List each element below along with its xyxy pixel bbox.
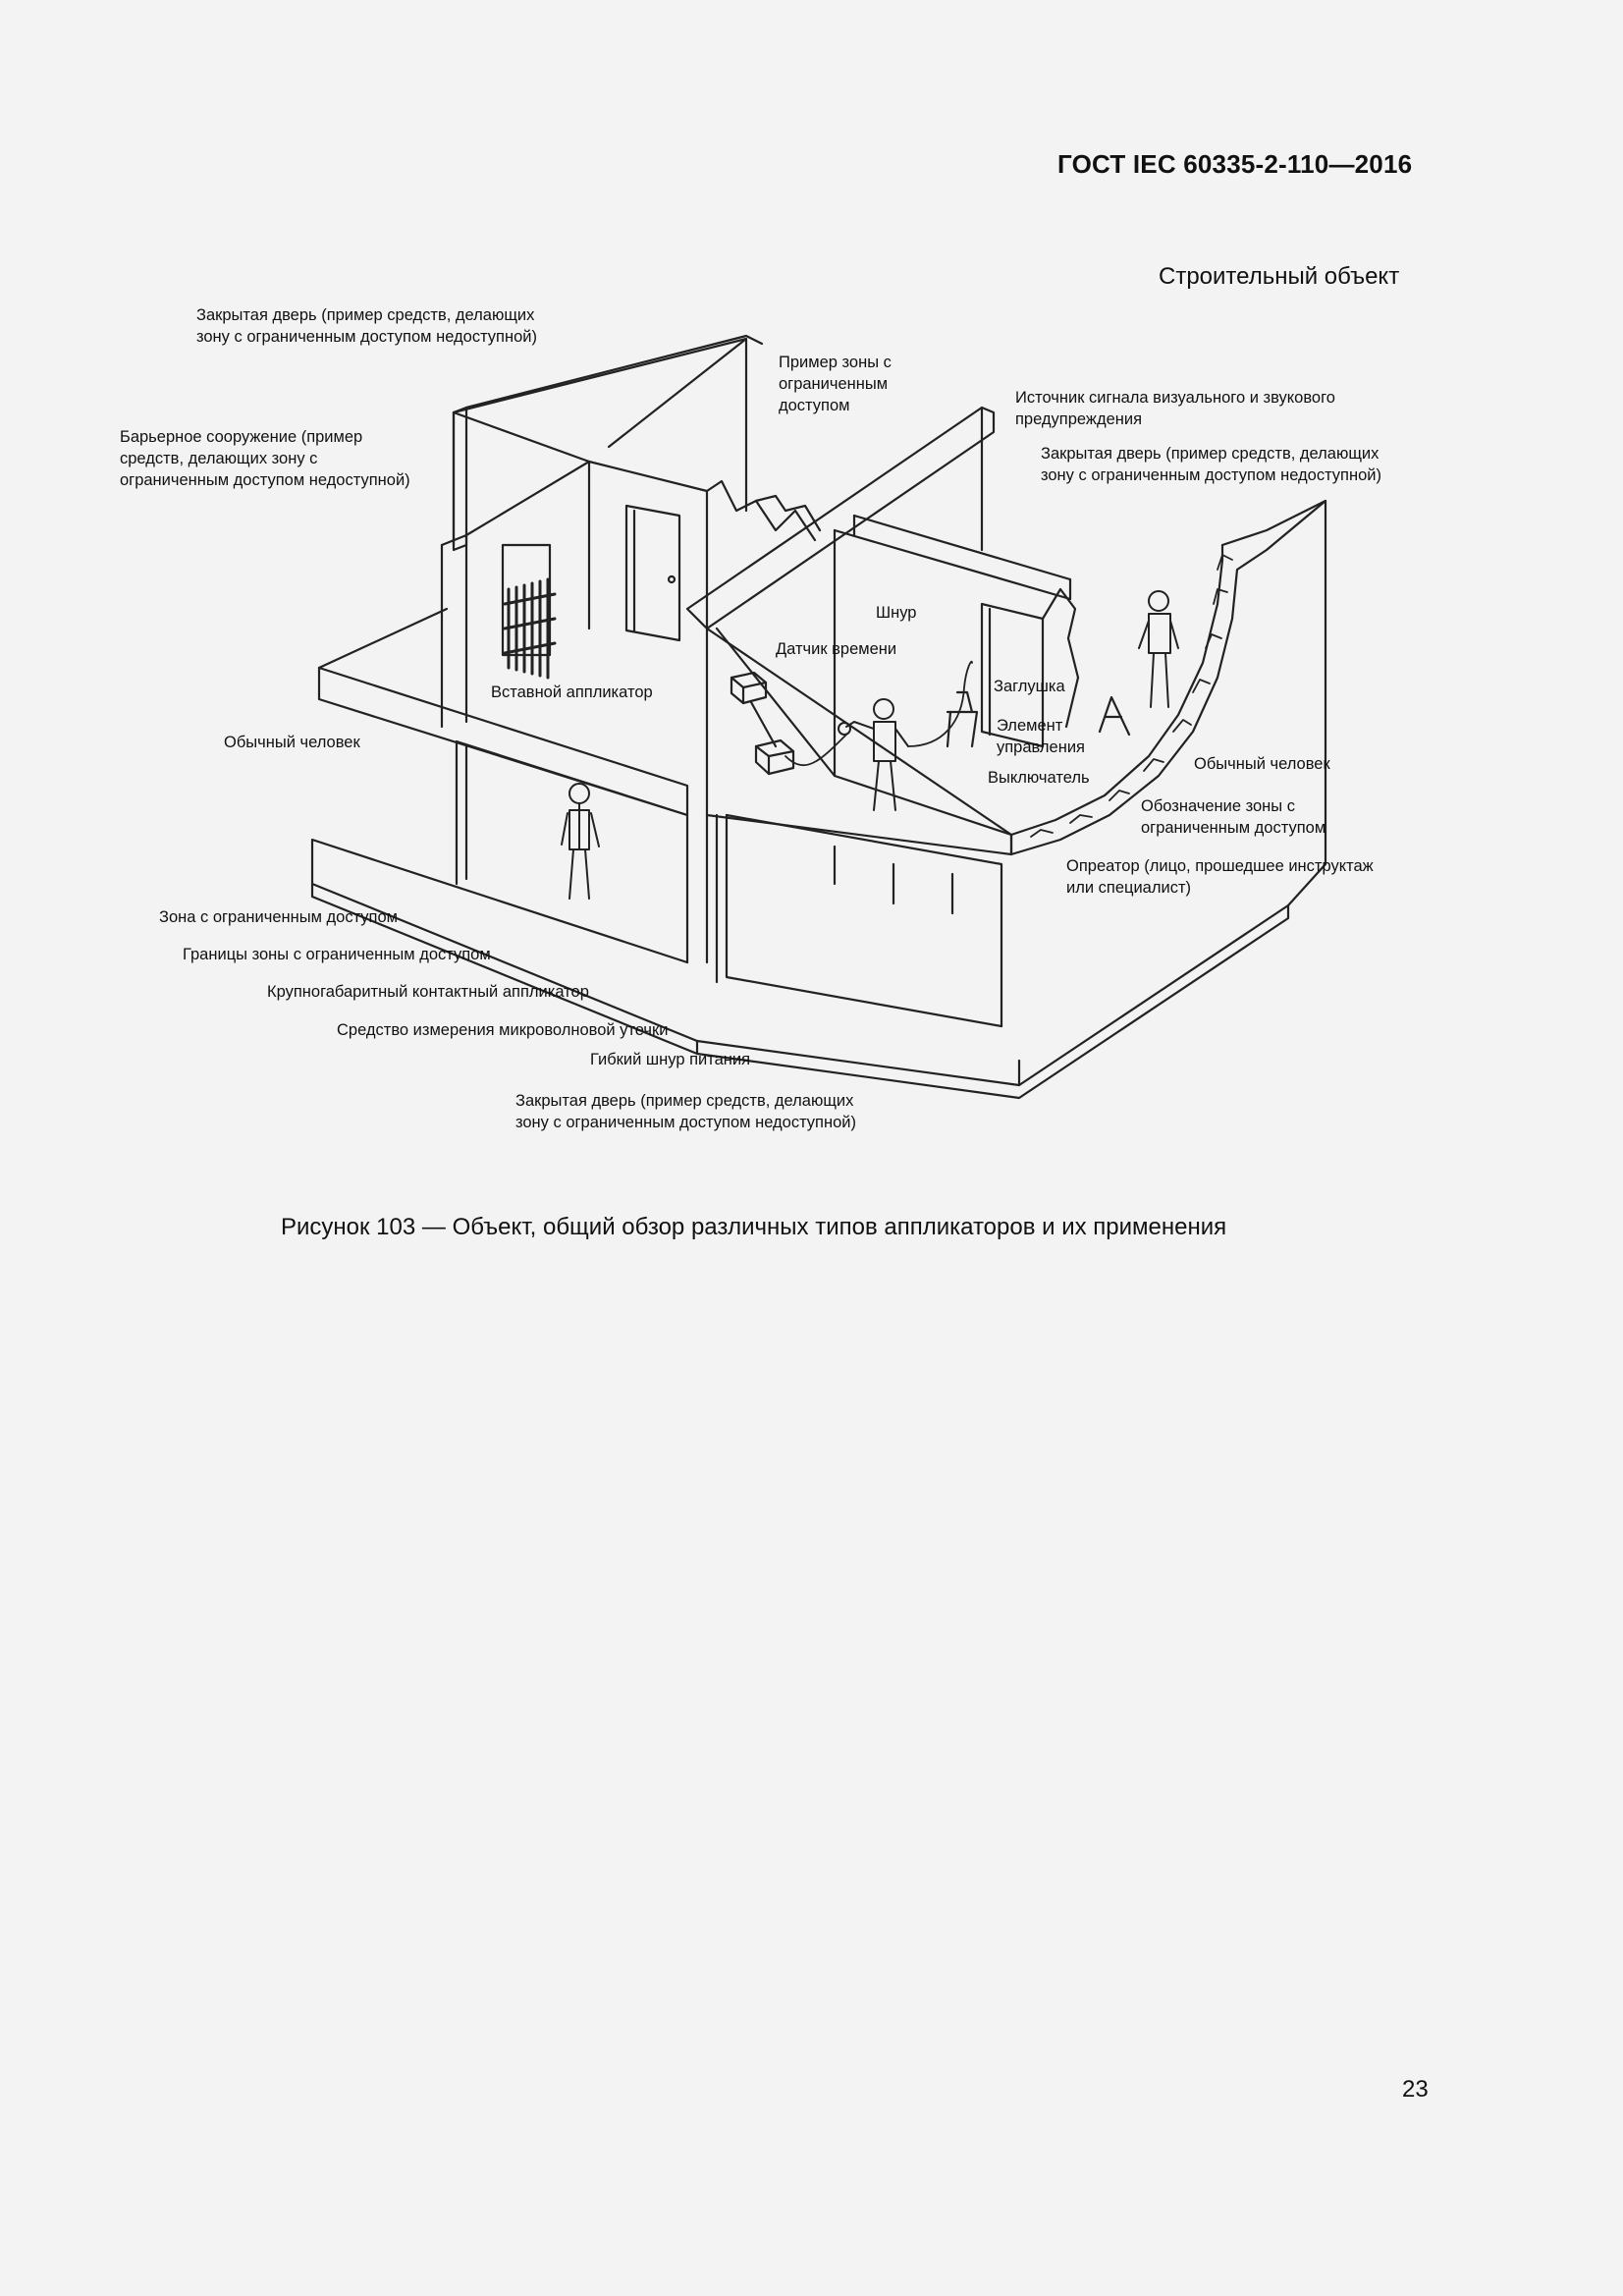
label-zone-example: Пример зоны с ограниченным доступом [779, 354, 892, 414]
label-insert-applicator: Вставной аппликатор [491, 683, 653, 701]
label-operator: Опреатор (лицо, прошедшее инструктаж или специалист) [1066, 857, 1374, 897]
figure-caption: Рисунок 103 — Объект, общий обзор различных типов аппликаторов и их применения [281, 1214, 1227, 1240]
label-zone-borders: Границы зоны с ограниченным доступом [183, 946, 491, 963]
label-timer-sensor: Датчик времени [776, 640, 897, 658]
figure-title: Строительный объект [1159, 263, 1400, 290]
page-number: 23 [1402, 2076, 1429, 2103]
label-ordinary-person-right: Обычный человек [1194, 755, 1330, 773]
label-signal-source: Источник сигнала визуального и звукового предупреждения [1015, 389, 1335, 428]
label-switch: Выключатель [988, 769, 1090, 787]
label-closed-door-top: Закрытая дверь (пример средств, делающих зону с ограниченным доступом недоступной) [196, 306, 537, 346]
label-ordinary-person-left: Обычный человек [224, 734, 360, 751]
label-leak-meter: Средство измерения микроволновой утечки [337, 1021, 669, 1039]
label-flex-cord: Гибкий шнур питания [590, 1051, 751, 1068]
label-control-element: Элемент управления [997, 717, 1085, 756]
label-closed-door-bottom: Закрытая дверь (пример средств, делающих зону с ограниченным доступом недоступной) [515, 1092, 856, 1131]
label-barrier: Барьерное сооружение (пример средств, делающих зону с ограниченным доступом недоступной) [120, 428, 410, 489]
standard-header: ГОСТ IEC 60335-2-110—2016 [1057, 149, 1413, 179]
label-restricted-zone: Зона с ограниченным доступом [159, 908, 399, 926]
label-closed-door-right: Закрытая дверь (пример средств, делающих зону с ограниченным доступом недоступной) [1041, 445, 1381, 484]
label-large-contact-applicator: Крупногабаритный контактный аппликатор [267, 983, 589, 1001]
label-cord: Шнур [876, 604, 917, 622]
label-plug: Заглушка [994, 678, 1065, 695]
label-zone-marking: Обозначение зоны с ограниченным доступом [1141, 797, 1326, 837]
